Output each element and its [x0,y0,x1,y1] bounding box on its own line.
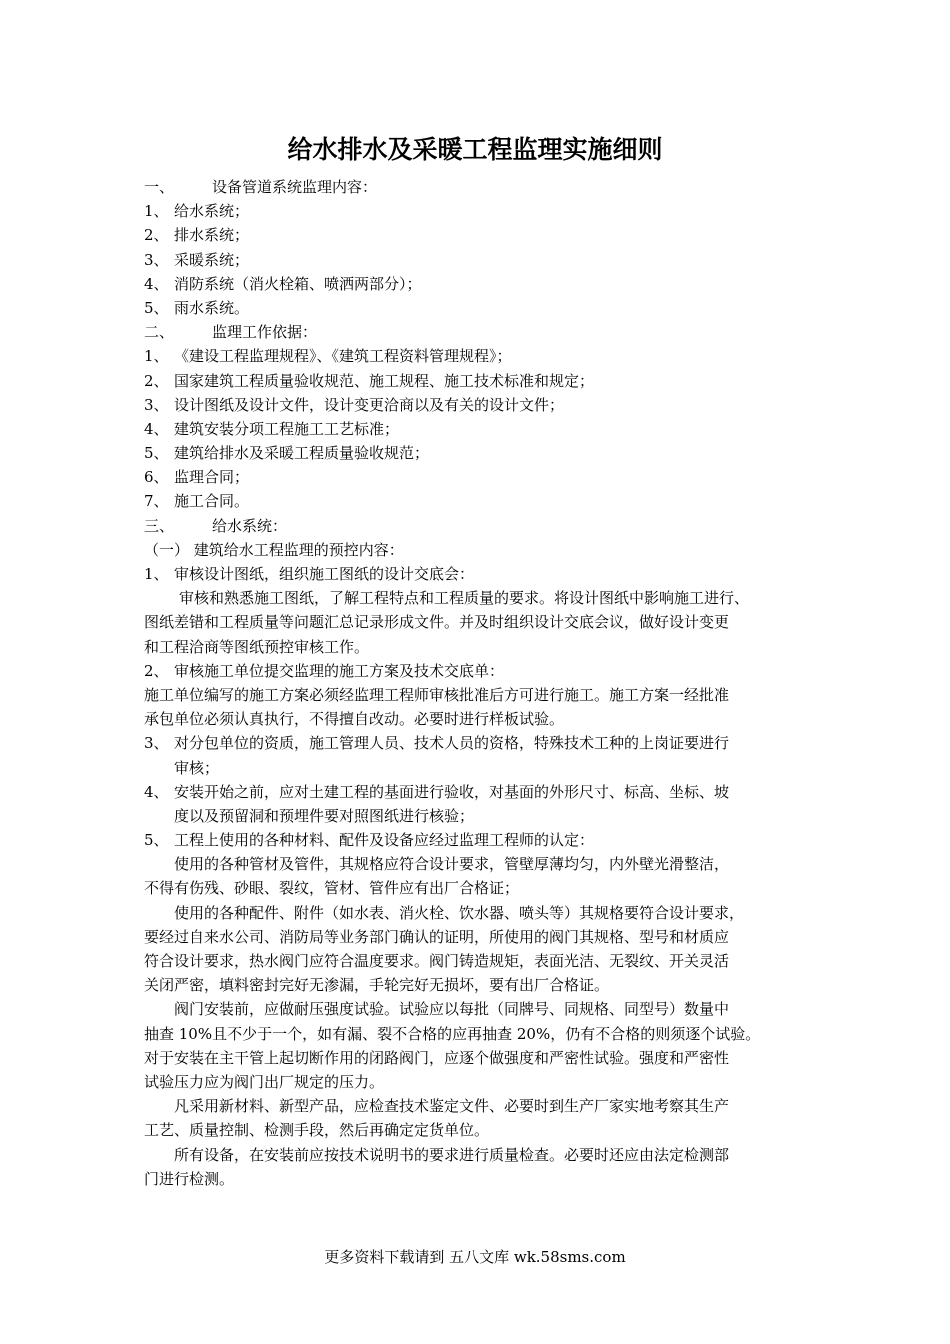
section-heading: 三、 给水系统： [144,516,288,535]
paragraph-line: 抽查 10%且不少于一个，如有漏、裂不合格的应再抽查 20%，仍有不合格的则须逐个试验。 [144,1024,761,1043]
subsection-heading: （一） 建筑给水工程监理的预控内容： [144,540,404,559]
paragraph-line: 阀门安装前，应做耐压强度试验。试验应以每批（同牌号、同规格、同型号）数量中 [174,1000,730,1019]
paragraph-line: 施工单位编写的施工方案必须经监理工程师审核批准后方可进行施工。施工方案一经批准 [144,685,730,704]
list-item: 2、 审核施工单位提交监理的施工方案及技术交底单： [144,661,505,680]
document-title: 给水排水及采暖工程监理实施细则 [287,135,663,164]
paragraph-line: 图纸差错和工程质量等问题汇总记录形成文件。并及时组织设计交底会议，做好设计变更 [144,613,730,632]
paragraph-line: 和工程洽商等图纸预控审核工作。 [144,637,370,656]
paragraph-line: 关闭严密，填料密封完好无渗漏，手轮完好无损坏，要有出厂合格证。 [144,976,610,995]
list-item: 4、 消防系统（消火栓箱、喷洒两部分）； [144,274,422,293]
list-item: 1、 审核设计图纸，组织施工图纸的设计交底会： [144,565,475,583]
list-item: 1、 《建设工程监理规程》、《建筑工程资料管理规程》； [144,347,512,366]
paragraph-line: 试验压力应为阀门出厂规定的压力。 [144,1072,385,1091]
paragraph-line: 门进行检测。 [144,1169,235,1188]
list-item: 4、 安装开始之前，应对土建工程的基面进行验收，对基面的外形尺寸、标高、坐标、坡 [144,782,730,801]
list-item: 1、 给水系统； [144,202,250,221]
list-item: 7、 施工合同。 [144,492,250,511]
list-item: 3、 对分包单位的资质，施工管理人员、技术人员的资格，特殊技术工种的上岗证要进行 [144,734,730,753]
list-item: 4、 建筑安装分项工程施工工艺标准； [144,419,400,438]
paragraph-line: 工艺、质量控制、检测手段，然后再确定定货单位。 [144,1121,490,1140]
paragraph-line: 要经过自来水公司、消防局等业务部门确认的证明，所使用的阀门其规格、型号和材质应 [144,927,730,946]
paragraph-line: 使用的各种配件、附件（如水表、消火栓、饮水器、喷头等）其规格要符合设计要求， [174,903,745,922]
paragraph-line: 不得有伤残、砂眼、裂纹，管材、管件应有出厂合格证； [144,879,520,898]
paragraph-line: 符合设计要求，热水阀门应符合温度要求。阀门铸造规矩，表面光洁、无裂纹、开关灵活 [144,952,730,970]
list-item: 6、 监理合同； [144,468,250,487]
paragraph-line: 审核和熟悉施工图纸，了解工程特点和工程质量的要求。将设计图纸中影响施工进行、 [179,589,750,608]
list-item: 5、 建筑给排水及采暖工程质量验收规范； [144,444,430,463]
list-item-continuation: 度以及预留洞和预埋件要对照图纸进行核验； [174,806,475,825]
list-item: 5、 工程上使用的各种材料、配件及设备应经过监理工程师的认定： [144,831,595,850]
list-item: 2、 国家建筑工程质量验收规范、施工规程、施工技术标准和规定； [144,371,595,390]
paragraph-line: 承包单位必须认真执行，不得擅自改动。必要时进行样板试验。 [144,710,565,729]
section-heading: 一、 设备管道系统监理内容： [144,178,378,196]
list-item: 3、 采暖系统； [144,250,250,269]
list-item: 2、 排水系统； [144,226,250,245]
list-item-continuation: 审核； [174,758,220,777]
paragraph-line: 所有设备，在安装前应按技术说明书的要求进行质量检查。必要时还应由法定检测部 [174,1145,730,1164]
section-heading: 二、 监理工作依据： [144,323,318,342]
page-footer: 更多资料下载请到 五八文库 wk.58sms.com [324,1248,626,1266]
list-item: 3、 设计图纸及设计文件，设计变更洽商以及有关的设计文件； [144,395,565,414]
list-item: 5、 雨水系统。 [144,298,250,317]
document-body [144,175,814,1191]
paragraph-line: 对于安装在主干管上起切断作用的闭路阀门，应逐个做强度和严密性试验。强度和严密性 [144,1048,730,1067]
paragraph-line: 使用的各种管材及管件，其规格应符合设计要求，管壁厚薄均匀，内外壁光滑整洁， [174,855,730,874]
paragraph-line: 凡采用新材料、新型产品，应检查技术鉴定文件、必要时到生产厂家实地考察其生产 [174,1097,730,1116]
